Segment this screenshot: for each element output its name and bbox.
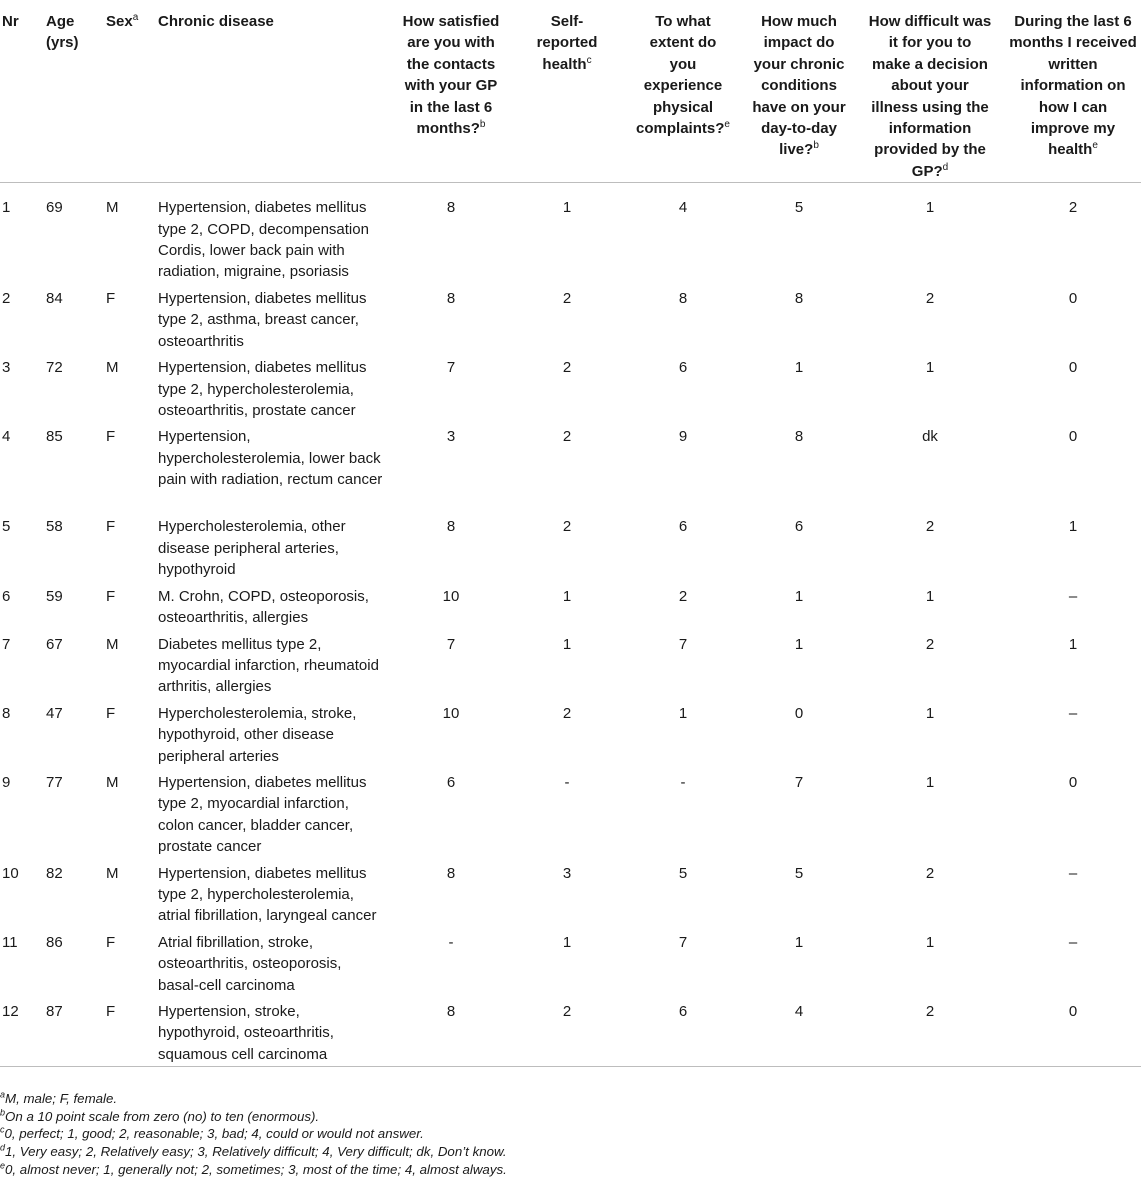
cell-info: 2 <box>1068 199 1078 217</box>
cell-age: 67 <box>46 635 63 653</box>
table-row <box>0 767 1141 858</box>
cell-difficult: 1 <box>925 359 935 377</box>
table-footnotes <box>0 1090 507 1179</box>
table-row <box>0 352 1141 421</box>
cell-nr: 5 <box>2 518 11 536</box>
cell-impact: 5 <box>794 199 804 217</box>
cell-nr: 9 <box>2 773 11 791</box>
cell-complaints: 9 <box>678 428 688 446</box>
cell-health: 3 <box>562 864 572 882</box>
cell-health: 1 <box>562 587 572 605</box>
col-header-age: Age (yrs) <box>46 0 106 183</box>
cell-nr: 10 <box>2 864 19 882</box>
cell-nr: 11 <box>2 933 18 951</box>
cell-health: 2 <box>562 359 572 377</box>
cell-difficult: dk <box>922 428 938 446</box>
col-header-physical-complaints: To what extent do you experience physical complaints?$^e$ <box>623 0 743 183</box>
table-row <box>0 511 1141 580</box>
cell-info: 0 <box>1068 773 1078 791</box>
cell-nr: 12 <box>0 996 46 1066</box>
cell-age: 86 <box>46 933 63 951</box>
cell-health: 1 <box>562 635 572 653</box>
cell-nr: 4 <box>2 428 11 446</box>
cell-age: 58 <box>46 518 63 536</box>
cell-sex: F <box>106 289 116 307</box>
footnote: $^e$0, almost never; 1, generally not; 2, sometimes; 3, most of the time; 4, almost always. <box>0 1160 507 1177</box>
cell-info: – <box>1068 864 1078 882</box>
cell-impact: 1 <box>794 587 804 605</box>
cell-complaints: 8 <box>678 289 688 307</box>
col-header-decision-difficulty: How difficult was it for you to make a decision about your illness using the information provided by the GP?$^d$ <box>855 0 1005 183</box>
cell-chronic-disease: Hypercholesterolemia, stroke, hypothyroid, other disease peripheral arteries <box>158 704 357 765</box>
cell-difficult: 1 <box>925 199 935 217</box>
cell-health: 2 <box>562 289 572 307</box>
cell-difficult: 1 <box>925 933 935 951</box>
cell-impact: 8 <box>794 428 804 446</box>
cell-nr: 7 <box>2 635 11 653</box>
cell-info: 0 <box>1068 359 1078 377</box>
table-row <box>0 698 1141 767</box>
cell-info: – <box>1068 587 1078 605</box>
cell-health: 2 <box>562 518 572 536</box>
cell-difficult: 2 <box>925 289 935 307</box>
footnote: $^c$0, perfect; 1, good; 2, reasonable; 3, bad; 4, could or would not answer. <box>0 1124 424 1142</box>
cell-age: 47 <box>46 704 63 722</box>
cell-difficult: 2 <box>855 996 1005 1066</box>
cell-impact: 4 <box>743 996 855 1066</box>
cell-complaints: 7 <box>678 635 688 653</box>
cell-difficult: 2 <box>925 635 935 653</box>
cell-satisfied: 7 <box>446 635 456 653</box>
col-header-self-reported-health: Self-reported health$^c$ <box>511 0 623 183</box>
cell-impact: 1 <box>794 635 804 653</box>
cell-complaints: 6 <box>678 359 688 377</box>
col-header-impact: How much impact do your chronic conditions have on your day-to-day live?$^b$ <box>743 0 855 183</box>
cell-satisfied: 8 <box>446 518 456 536</box>
cell-complaints: 6 <box>678 518 688 536</box>
cell-difficult: 2 <box>925 864 935 882</box>
cell-complaints: 2 <box>678 587 688 605</box>
cell-nr: 3 <box>2 359 11 377</box>
cell-sex: M <box>106 635 119 653</box>
table-row <box>0 421 1141 511</box>
col-header-satisfaction: How satisfied are you with the contacts with your GP in the last 6 months?$^b$ <box>391 0 511 183</box>
cell-age: 85 <box>46 428 63 446</box>
cell-impact: 5 <box>794 864 804 882</box>
table-row <box>0 581 1141 629</box>
cell-impact: 0 <box>794 704 804 722</box>
cell-difficult: 1 <box>925 704 935 722</box>
cell-info: 0 <box>1068 428 1078 446</box>
cell-chronic-disease: M. Crohn, COPD, osteoporosis, osteoarthritis, allergies <box>158 587 369 626</box>
cell-complaints: 1 <box>678 704 688 722</box>
cell-satisfied: 8 <box>391 996 511 1066</box>
cell-impact: 7 <box>794 773 804 791</box>
table-row <box>0 183 1141 283</box>
cell-chronic-disease: Hypertension, diabetes mellitus type 2, hypercholesterolemia, osteoarthritis, prostate cancer <box>158 359 367 419</box>
cell-complaints: 5 <box>678 864 688 882</box>
cell-age: 77 <box>46 773 63 791</box>
footnote: $^a$M, male; F, female. <box>0 1089 118 1106</box>
cell-info: 0 <box>1005 996 1141 1066</box>
cell-info: 1 <box>1068 635 1078 653</box>
cell-chronic-disease: Hypertension, stroke, hypothyroid, osteoarthritis, squamous cell carcinoma <box>158 996 391 1066</box>
cell-sex: M <box>106 199 119 217</box>
col-header-chronic-disease: Chronic disease <box>158 0 391 183</box>
cell-age: 84 <box>46 289 63 307</box>
cell-age: 72 <box>46 359 63 377</box>
cell-satisfied: 7 <box>446 359 456 377</box>
cell-info: 1 <box>1068 518 1078 536</box>
cell-chronic-disease: Hypertension, diabetes mellitus type 2, hypercholesterolemia, atrial fibrillation, laryngeal cancer <box>158 864 377 925</box>
cell-sex: F <box>106 704 116 722</box>
cell-info: – <box>1068 704 1078 722</box>
col-header-nr: Nr <box>0 0 46 183</box>
cell-age: 87 <box>46 996 106 1066</box>
table-body <box>0 183 1141 1066</box>
table-row <box>0 996 1141 1066</box>
cell-health: 2 <box>562 428 572 446</box>
cell-sex: M <box>106 864 119 882</box>
cell-chronic-disease: Hypertension, diabetes mellitus type 2, COPD, decompensation Cordis, lower back pain with radiation, migraine, psoriasis <box>158 199 369 281</box>
cell-chronic-disease: Diabetes mellitus type 2, myocardial infarction, rheumatoid arthritis, allergies <box>158 635 379 696</box>
cell-satisfied: 8 <box>446 199 456 217</box>
cell-satisfied: 6 <box>446 773 456 791</box>
cell-health: 2 <box>562 704 572 722</box>
cell-health: 1 <box>562 933 572 951</box>
cell-chronic-disease: Atrial fibrillation, stroke, osteoarthritis, osteoporosis, basal-cell carcinoma <box>158 933 342 994</box>
footnote: $^d$1, Very easy; 2, Relatively easy; 3, Relatively difficult; 4, Very difficult; dk, Don’t know. <box>0 1142 507 1160</box>
cell-sex: F <box>106 518 116 536</box>
footnote: $^b$On a 10 point scale from zero (no) to ten (enormous). <box>0 1107 320 1124</box>
cell-difficult: 2 <box>925 518 935 536</box>
cell-impact: 8 <box>794 289 804 307</box>
cell-health: 2 <box>511 996 623 1066</box>
cell-chronic-disease: Hypercholesterolemia, other disease peripheral arteries, hypothyroid <box>158 518 346 579</box>
cell-sex: F <box>106 933 116 951</box>
cell-difficult: 1 <box>925 587 935 605</box>
cell-sex: F <box>106 587 116 605</box>
cell-sex: M <box>106 773 119 791</box>
col-header-sex: Sex$^a$ <box>106 0 158 183</box>
cell-impact: 6 <box>794 518 804 536</box>
cell-age: 69 <box>46 199 63 217</box>
cell-nr: 2 <box>2 289 11 307</box>
cell-chronic-disease: Hypertension, diabetes mellitus type 2, myocardial infarction, colon cancer, bladder cancer, prostate cancer <box>158 773 367 856</box>
cell-impact: 1 <box>794 933 804 951</box>
cell-satisfied: 8 <box>446 289 456 307</box>
cell-satisfied: - <box>448 933 454 951</box>
cell-impact: 1 <box>794 359 804 377</box>
table-row <box>0 858 1141 927</box>
cell-sex: F <box>106 996 158 1066</box>
cell-chronic-disease: Hypertension, diabetes mellitus type 2, asthma, breast cancer, osteoarthritis <box>158 289 367 350</box>
cell-age: 59 <box>46 587 63 605</box>
cell-complaints: 6 <box>623 996 743 1066</box>
cell-age: 82 <box>46 864 63 882</box>
cell-sex: F <box>106 428 116 446</box>
cell-difficult: 1 <box>925 773 935 791</box>
table-header-row <box>0 0 1141 183</box>
cell-satisfied: 3 <box>446 428 456 446</box>
cell-complaints: 4 <box>678 199 688 217</box>
cell-health: 1 <box>562 199 572 217</box>
cell-nr: 1 <box>2 199 11 217</box>
cell-complaints: 7 <box>678 933 688 951</box>
cell-nr: 6 <box>2 587 11 605</box>
cell-satisfied: 10 <box>442 587 460 605</box>
cell-health: - <box>564 773 570 791</box>
table-row <box>0 283 1141 352</box>
cell-complaints: - <box>680 773 686 791</box>
cell-sex: M <box>106 359 119 377</box>
cell-satisfied: 8 <box>446 864 456 882</box>
cell-chronic-disease: Hypertension, hypercholesterolemia, lower back pain with radiation, rectum cancer <box>158 428 383 489</box>
cell-info: – <box>1068 933 1078 951</box>
cell-info: 0 <box>1068 289 1078 307</box>
col-header-written-information: During the last 6 months I received written information on how I can improve my health$^e$ <box>1005 0 1141 183</box>
table-row <box>0 629 1141 698</box>
cell-nr: 8 <box>2 704 11 722</box>
table-row <box>0 927 1141 996</box>
cell-satisfied: 10 <box>442 704 460 722</box>
